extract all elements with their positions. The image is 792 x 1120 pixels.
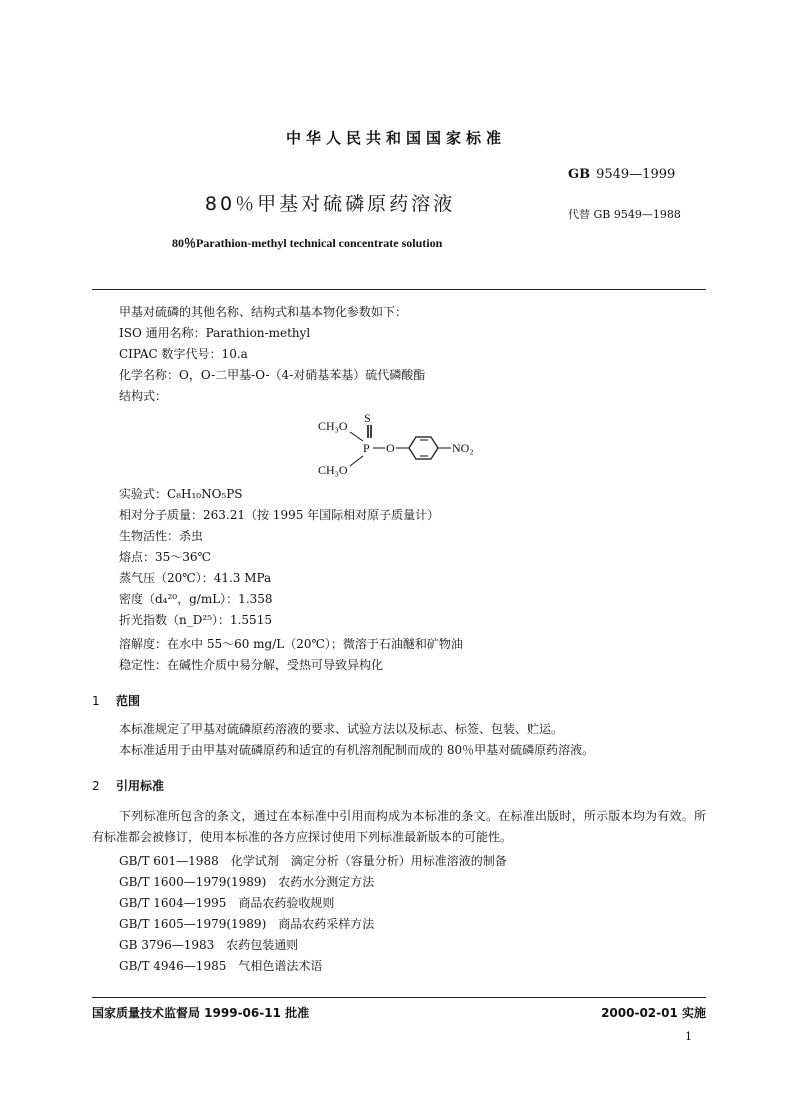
- intro-line: ISO 通用名称：Parathion-methyl: [119, 326, 311, 340]
- intro-line: CIPAC 数字代号：10.a: [119, 347, 248, 361]
- standard-number: [568, 167, 675, 182]
- section-1-title: 范围: [116, 694, 141, 708]
- structural-formula: [310, 408, 510, 484]
- property-line: 蒸气压（20℃）：41.3 MPa: [119, 571, 272, 585]
- section-2-number: 2: [92, 779, 100, 793]
- document-title: 80％甲基对硫磷原药溶液: [204, 193, 456, 215]
- formula-sulfur: S: [364, 411, 371, 425]
- effective-date: 2000-02-01 实施: [601, 1006, 706, 1020]
- section-1-number: 1: [92, 694, 100, 708]
- intro-line: 结构式：: [119, 389, 168, 403]
- intro-line: 甲基对硫磷的其他名称、结构式和基本物化参数如下：: [119, 305, 408, 319]
- replaces-standard: 代替 GB 9549—1988: [568, 208, 681, 221]
- property-line: 密度（d₄²⁰，g/mL）：1.358: [119, 592, 273, 606]
- reference-item: GB/T 4946—1985 气相色谱法术语: [119, 959, 323, 973]
- reference-item: GB/T 1605—1979(1989) 商品农药采样方法: [119, 917, 375, 931]
- section-1-paragraph: 本标准规定了甲基对硫磷原药溶液的要求、试验方法以及标志、标签、包装、贮运。: [119, 722, 564, 736]
- reference-item: GB/T 601—1988 化学试剂 滴定分析（容量分析）用标准溶液的制备: [119, 854, 507, 868]
- english-title: 80％Parathion-methyl technical concentrate solution: [172, 236, 443, 250]
- reference-item: GB/T 1600—1979(1989) 农药水分测定方法: [119, 875, 375, 889]
- property-line: 折光指数（n_D²⁵）：1.5515: [119, 613, 272, 627]
- section-2-title: 引用标准: [116, 779, 165, 793]
- property-line: 实验式：C₈H₁₀NO₅PS: [119, 487, 243, 501]
- formula-oxygen: O: [386, 441, 395, 455]
- property-line: 生物活性：杀虫: [119, 529, 204, 543]
- section-2-heading: [92, 777, 164, 794]
- property-line: 稳定性：在碱性介质中易分解，受热可导致异构化: [119, 658, 384, 672]
- page-number: 1: [685, 1030, 692, 1043]
- section-1-heading: [92, 692, 140, 709]
- section-1-paragraph: 本标准适用于由甲基对硫磷原药和适宜的有机溶剂配制而成的 80％甲基对硫磷原药溶液。: [119, 743, 595, 757]
- section-2-paragraph: 下列标准所包含的条文，通过在本标准中引用而构成为本标准的条文。在标准出版时，所示版本均为有效。所有标准都会被修订，使用本标准的各方应探讨使用下列标准最新版本的可能性。: [92, 809, 706, 844]
- approval-note: 国家质量技术监督局 1999-06-11 批准: [92, 1006, 310, 1020]
- formula-nitro: NO₂: [452, 441, 474, 455]
- formula-ch3o-bottom: CH₃O: [318, 463, 348, 477]
- property-line: 相对分子质量：263.21（按 1995 年国际相对原子质量计）: [119, 508, 440, 522]
- header-divider: [92, 289, 706, 290]
- property-line: 溶解度：在水中 55～60 mg/L（20℃）；微溶于石油醚和矿物油: [119, 637, 463, 651]
- standard-prefix: GB: [568, 167, 591, 182]
- reference-item: GB/T 1604—1995 商品农药验收规则: [119, 896, 335, 910]
- standard-number-value: 9549—1999: [596, 167, 676, 182]
- property-line: 熔点：35～36℃: [119, 550, 211, 564]
- reference-item: GB 3796—1983 农药包装通则: [119, 938, 299, 952]
- intro-line: 化学名称：O，O-二甲基-O-（4-对硝基苯基）硫代磷酸酯: [119, 368, 426, 382]
- formula-ch3o-top: CH₃O: [318, 419, 348, 433]
- footer-divider: [92, 997, 706, 998]
- formula-phosphorus: P: [363, 441, 370, 455]
- issuing-organization: 中华人民共和国国家标准: [285, 129, 506, 147]
